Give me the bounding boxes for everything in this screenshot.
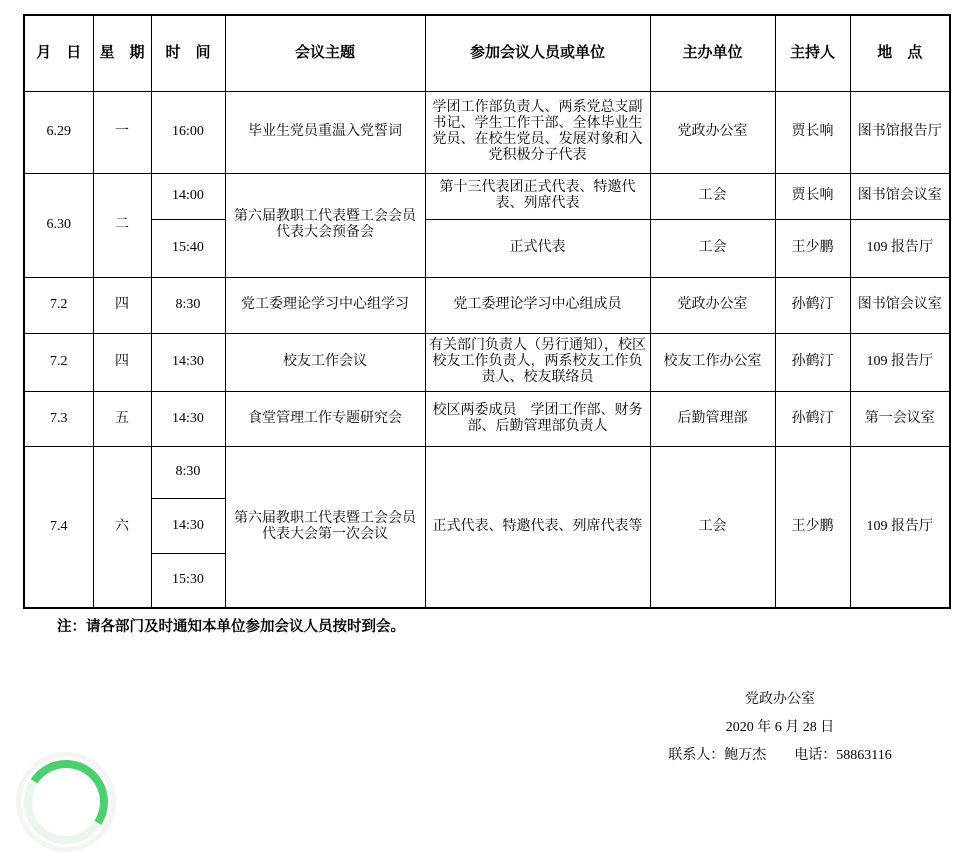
cell-organizer: 工会 bbox=[650, 219, 775, 277]
contact-phone: 电话：58863116 bbox=[794, 748, 892, 763]
cell-week: 四 bbox=[93, 277, 151, 333]
cell-participants: 校区两委成员 学团工作部、财务部、后勤管理部负责人 bbox=[425, 391, 650, 446]
cell-host: 孙鹤汀 bbox=[775, 333, 850, 391]
cell-organizer: 工会 bbox=[650, 173, 775, 219]
cell-location: 图书馆会议室 bbox=[850, 277, 950, 333]
signature-date: 2020 年 6 月 28 日 bbox=[725, 720, 835, 735]
cell-location: 109 报告厅 bbox=[850, 446, 950, 608]
contact-person: 联系人：鲍万杰 bbox=[668, 748, 767, 763]
cell-time: 15:40 bbox=[151, 219, 225, 277]
cell-time: 14:00 bbox=[151, 173, 225, 219]
cell-date: 7.2 bbox=[24, 277, 93, 333]
table-row bbox=[24, 391, 950, 446]
cell-participants: 学团工作部负责人、两系党总支副书记、学生工作干部、全体毕业生党员、在校生党员、发展对象和入党积极分子代表 bbox=[425, 91, 650, 173]
cell-host: 王少鹏 bbox=[775, 219, 850, 277]
cell-topic: 食堂管理工作专题研究会 bbox=[225, 391, 425, 446]
column-header-week: 星 期 bbox=[93, 15, 151, 91]
cell-date: 6.29 bbox=[24, 91, 93, 173]
cell-participants: 党工委理论学习中心组成员 bbox=[425, 277, 650, 333]
cell-time: 8:30 bbox=[151, 446, 225, 498]
cell-participants: 正式代表 bbox=[425, 219, 650, 277]
cell-host: 孙鹤汀 bbox=[775, 391, 850, 446]
table-row bbox=[24, 219, 950, 277]
cell-time: 14:30 bbox=[151, 498, 225, 553]
cell-week: 五 bbox=[93, 391, 151, 446]
column-header-location: 地 点 bbox=[850, 15, 950, 91]
cell-week: 二 bbox=[93, 173, 151, 277]
cell-topic: 第六届教职工代表暨工会会员代表大会预备会 bbox=[225, 173, 425, 277]
cell-participants: 第十三代表团正式代表、特邀代表、列席代表 bbox=[425, 173, 650, 219]
cell-host: 孙鹤汀 bbox=[775, 277, 850, 333]
table-row bbox=[24, 173, 950, 219]
header-row bbox=[24, 15, 950, 91]
cell-time: 14:30 bbox=[151, 333, 225, 391]
cell-location: 109 报告厅 bbox=[850, 333, 950, 391]
cell-time: 15:30 bbox=[151, 553, 225, 608]
cell-topic: 校友工作会议 bbox=[225, 333, 425, 391]
column-header-date: 月 日 bbox=[24, 15, 93, 91]
cell-host: 贾长响 bbox=[775, 173, 850, 219]
cell-date: 7.4 bbox=[24, 446, 93, 608]
cell-time: 14:30 bbox=[151, 391, 225, 446]
cell-host: 王少鹏 bbox=[775, 446, 850, 608]
column-header-time: 时 间 bbox=[151, 15, 225, 91]
cell-organizer: 后勤管理部 bbox=[650, 391, 775, 446]
cell-participants: 正式代表、特邀代表、列席代表等 bbox=[425, 446, 650, 608]
cell-location: 第一会议室 bbox=[850, 391, 950, 446]
cell-time: 8:30 bbox=[151, 277, 225, 333]
cell-location: 图书馆会议室 bbox=[850, 173, 950, 219]
cell-organizer: 校友工作办公室 bbox=[650, 333, 775, 391]
column-header-host: 主持人 bbox=[775, 15, 850, 91]
signature-contact bbox=[600, 744, 960, 764]
cell-location: 图书馆报告厅 bbox=[850, 91, 950, 173]
note-text: 注：请各部门及时通知本单位参加会议人员按时到会。 bbox=[57, 619, 405, 635]
green-circle-logo-icon bbox=[16, 752, 116, 852]
meeting-schedule-table bbox=[23, 14, 951, 609]
column-header-organizer: 主办单位 bbox=[650, 15, 775, 91]
cell-location: 109 报告厅 bbox=[850, 219, 950, 277]
cell-organizer: 工会 bbox=[650, 446, 775, 608]
cell-topic: 党工委理论学习中心组学习 bbox=[225, 277, 425, 333]
table-row bbox=[24, 91, 950, 173]
cell-date: 7.2 bbox=[24, 333, 93, 391]
cell-time: 16:00 bbox=[151, 91, 225, 173]
cell-topic: 毕业生党员重温入党誓词 bbox=[225, 91, 425, 173]
cell-week: 一 bbox=[93, 91, 151, 173]
cell-host: 贾长响 bbox=[775, 91, 850, 173]
cell-participants: 有关部门负责人（另行通知），校区校友工作负责人，两系校友工作负责人、校友联络员 bbox=[425, 333, 650, 391]
signature-unit: 党政办公室 bbox=[745, 692, 815, 707]
column-header-participants: 参加会议人员或单位 bbox=[425, 15, 650, 91]
cell-organizer: 党政办公室 bbox=[650, 91, 775, 173]
cell-topic: 第六届教职工代表暨工会会员代表大会第一次会议 bbox=[225, 446, 425, 608]
table-row bbox=[24, 446, 950, 498]
cell-date: 6.30 bbox=[24, 173, 93, 277]
cell-date: 7.3 bbox=[24, 391, 93, 446]
cell-week: 四 bbox=[93, 333, 151, 391]
table-row bbox=[24, 277, 950, 333]
cell-week: 六 bbox=[93, 446, 151, 608]
table-row bbox=[24, 333, 950, 391]
cell-organizer: 党政办公室 bbox=[650, 277, 775, 333]
column-header-topic: 会议主题 bbox=[225, 15, 425, 91]
